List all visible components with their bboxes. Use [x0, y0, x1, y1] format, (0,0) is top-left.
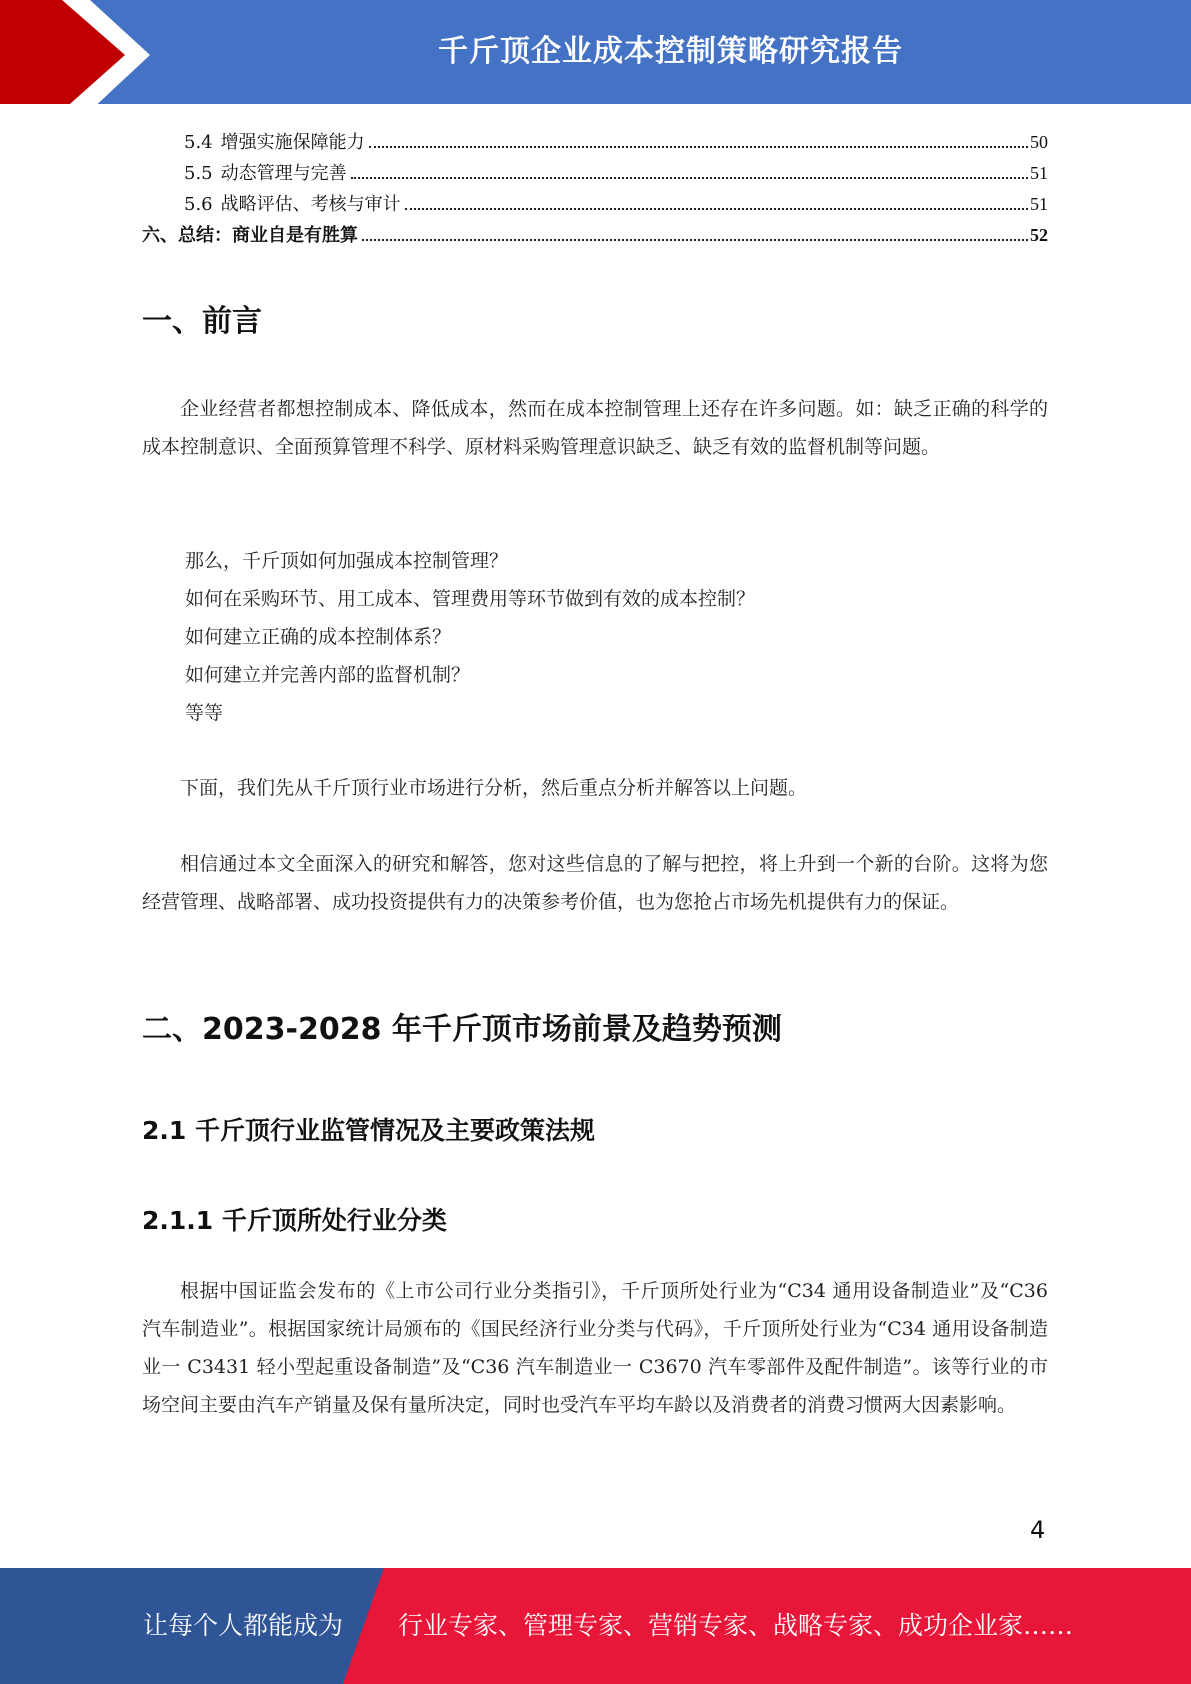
toc-leader-dots	[362, 239, 1028, 241]
question-line: 如何在采购环节、用工成本、管理费用等环节做到有效的成本控制？	[185, 588, 756, 610]
table-of-contents	[142, 128, 1048, 252]
toc-item-label: 六、总结：商业自是有胜算	[142, 225, 358, 246]
question-line: 那么，千斤顶如何加强成本控制管理？	[185, 550, 509, 572]
toc-item-number: 5.6	[184, 194, 213, 215]
footer-slogan-right: 行业专家、管理专家、营销专家、战略专家、成功企业家……	[398, 1611, 1074, 1640]
section-heading-preface: 一、前言	[142, 304, 262, 339]
footer-slogan-left: 让每个人都能成为	[143, 1611, 344, 1640]
toc-item-page: 51	[1030, 194, 1048, 214]
preface-paragraph-1: 企业经营者都想控制成本、降低成本，然而在成本控制管理上还存在许多问题。如：缺乏正确的科学的成本控制意识、全面预算管理不科学、原材料采购管理意识缺乏、缺乏有效的监督机制等问题。	[142, 398, 1048, 458]
toc-item-label: 动态管理与完善	[220, 163, 347, 184]
toc-item-page: 50	[1030, 132, 1048, 152]
section-heading-market-outlook: 二、2023-2028 年千斤顶市场前景及趋势预测	[142, 1012, 782, 1047]
subsection-heading-regulation: 2.1 千斤顶行业监管情况及主要政策法规	[142, 1116, 595, 1145]
question-line: 如何建立并完善内部的监督机制？	[185, 664, 471, 686]
toc-leader-dots	[405, 208, 1028, 210]
toc-item-number: 5.5	[184, 163, 213, 184]
subsection-heading-industry-classification: 2.1.1 千斤顶所处行业分类	[142, 1206, 447, 1235]
toc-item-label: 增强实施保障能力	[220, 132, 365, 153]
toc-item[interactable]	[142, 190, 1048, 221]
page-header	[0, 0, 1191, 111]
industry-classification-paragraph: 根据中国证监会发布的《上市公司行业分类指引》，千斤顶所处行业为“C34 通用设备制造业”及“C36 汽车制造业”。根据国家统计局颁布的《国民经济行业分类与代码》，千斤顶所处行业为“C34 通用设备制造业一 C3431 轻小型起重设备制造”及“C36 汽车制造业一 C3670 汽车零部件及配件制造”。该等行业的市场空间主要由汽车产销量及保有量所决定，同时也受汽车平均车龄以及消费者的消费习惯两大因素影响。	[142, 1280, 1048, 1416]
toc-item-page: 52	[1030, 225, 1048, 245]
page-footer	[0, 1568, 1191, 1684]
question-line: 等等	[185, 702, 224, 724]
toc-item-page: 51	[1030, 163, 1048, 183]
toc-item-number: 5.4	[184, 132, 213, 153]
toc-item-main[interactable]	[142, 221, 1048, 252]
preface-paragraph-2: 下面，我们先从千斤顶行业市场进行分析，然后重点分析并解答以上问题。	[180, 777, 808, 799]
question-line: 如何建立正确的成本控制体系？	[185, 626, 452, 648]
report-title: 千斤顶企业成本控制策略研究报告	[438, 34, 903, 69]
toc-item[interactable]	[142, 159, 1048, 190]
toc-item-label: 战略评估、考核与审计	[220, 194, 401, 215]
toc-leader-dots	[369, 146, 1028, 148]
preface-paragraph-3: 相信通过本文全面深入的研究和解答，您对这些信息的了解与把控，将上升到一个新的台阶。这将为您经营管理、战略部署、成功投资提供有力的决策参考价值，也为您抢占市场先机提供有力的保证。	[142, 853, 1048, 913]
toc-leader-dots	[351, 177, 1028, 179]
toc-item[interactable]	[142, 128, 1048, 159]
page-number: 4	[1030, 1516, 1046, 1544]
